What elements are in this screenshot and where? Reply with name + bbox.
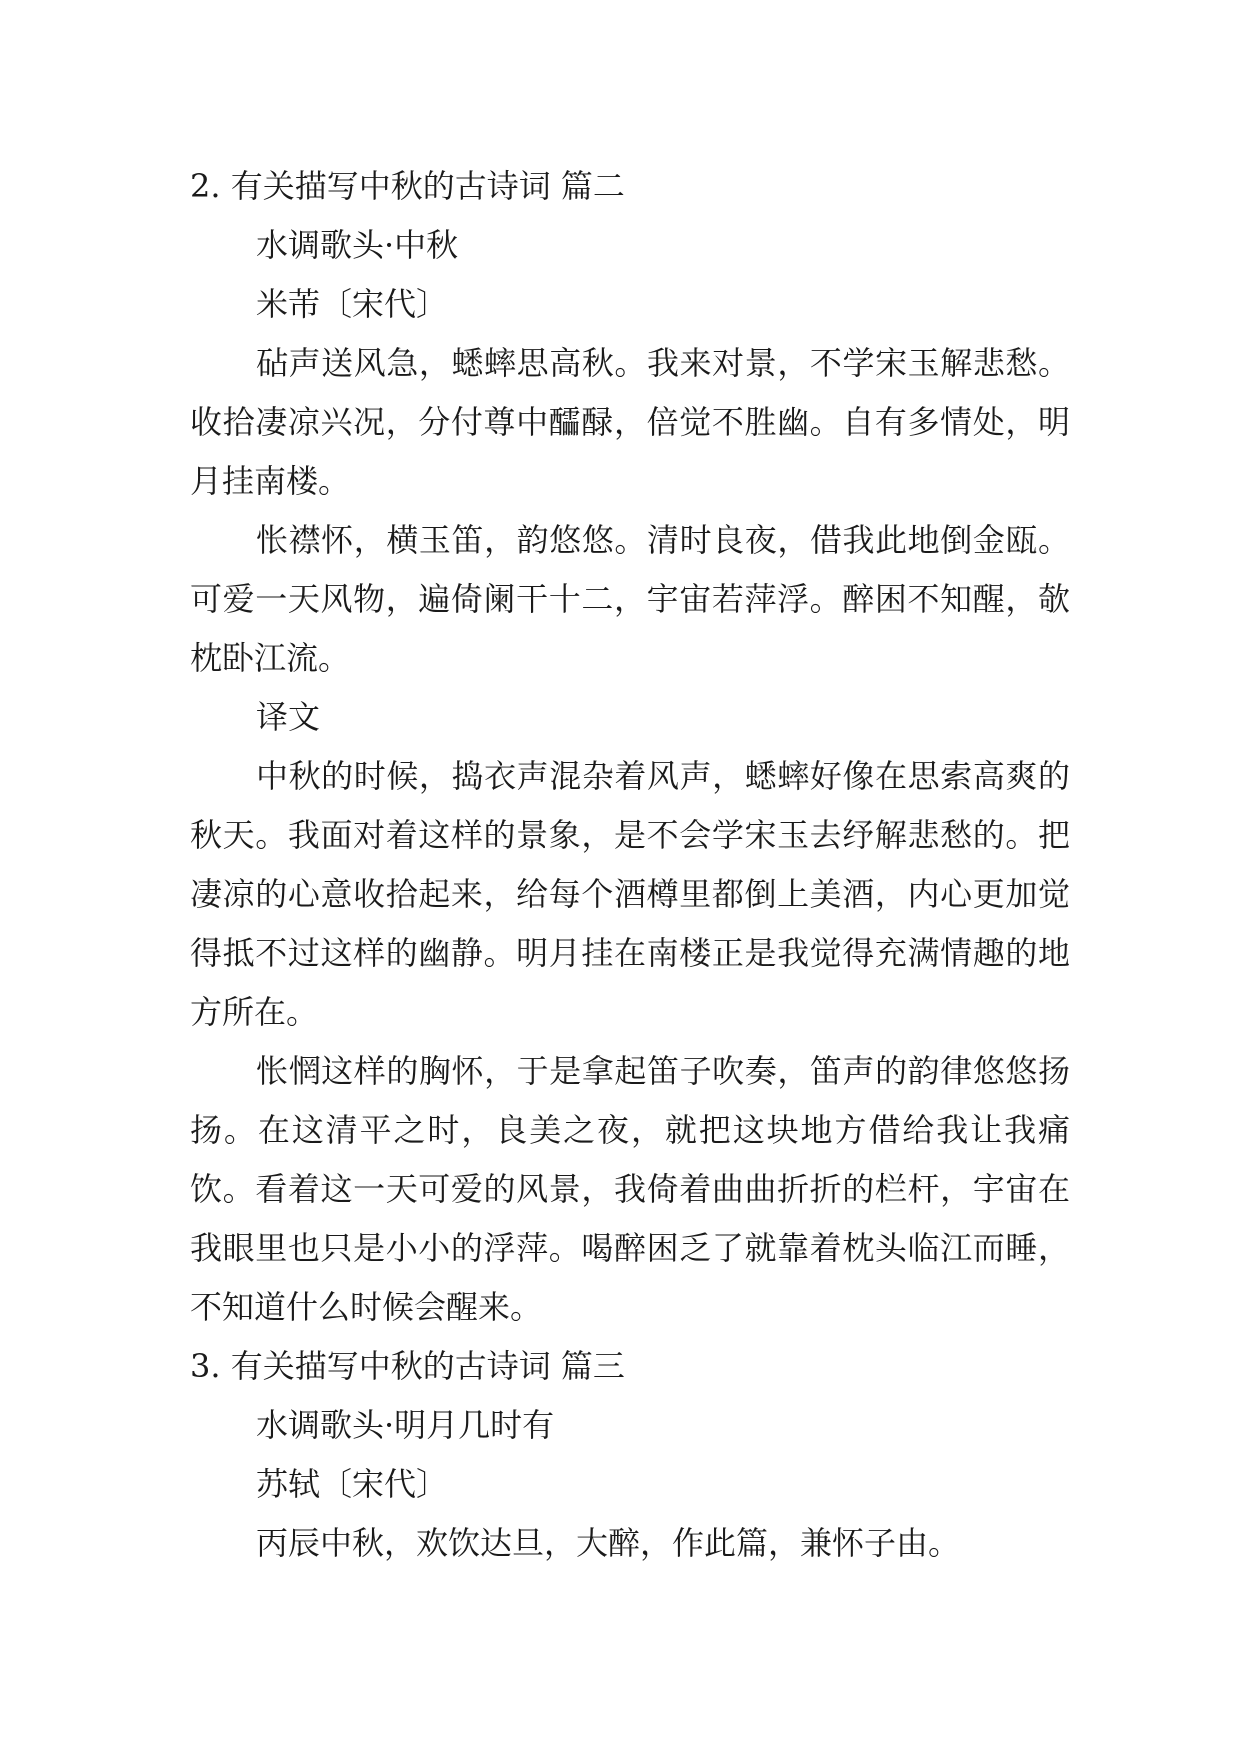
translation-paragraph: 中秋的时候，捣衣声混杂着风声，蟋蟀好像在思索高爽的秋天。我面对着这样的景象，是不会学宋玉去纾解悲愁的。把凄凉的心意收拾起来，给每个酒樽里都倒上美酒，内心更加觉得抵不过这样的幽静。明月挂在南楼正是我觉得充满情趣的地方所在。 — [190, 757, 1070, 1031]
poem-preface: 丙辰中秋，欢饮达旦，大醉，作此篇，兼怀子由。 — [256, 1524, 961, 1562]
section-heading: 2. 有关描写中秋的古诗词 篇二 — [190, 167, 625, 205]
translation-paragraph: 怅惘这样的胸怀，于是拿起笛子吹奏，笛声的韵律悠悠扬扬。在这清平之时，良美之夜，就把这块地方借给我让我痛饮。看着这一天可爱的风景，我倚着曲曲折折的栏杆，宇宙在我眼里也只是小小的浮萍。喝醉困乏了就靠着枕头临江而睡，不知道什么时候会醒来。 — [190, 1052, 1070, 1326]
poem-title: 水调歌头·明月几时有 — [256, 1406, 555, 1444]
section-heading: 3. 有关描写中秋的古诗词 篇三 — [190, 1347, 625, 1385]
document-body — [190, 157, 1070, 1573]
poem-stanza: 砧声送风急，蟋蟀思高秋。我来对景，不学宋玉解悲愁。收拾凄凉兴况，分付尊中醽醁，倍觉不胜幽。自有多情处，明月挂南楼。 — [190, 344, 1070, 500]
poem-author: 米芾〔宋代〕 — [256, 285, 449, 323]
poem-stanza: 怅襟怀，横玉笛，韵悠悠。清时良夜，借我此地倒金瓯。可爱一天风物，遍倚阑干十二，宇宙若萍浮。醉困不知醒，欹枕卧江流。 — [190, 521, 1070, 677]
translation-label: 译文 — [256, 698, 321, 736]
poem-author: 苏轼〔宋代〕 — [256, 1465, 449, 1503]
poem-title: 水调歌头·中秋 — [256, 226, 459, 264]
